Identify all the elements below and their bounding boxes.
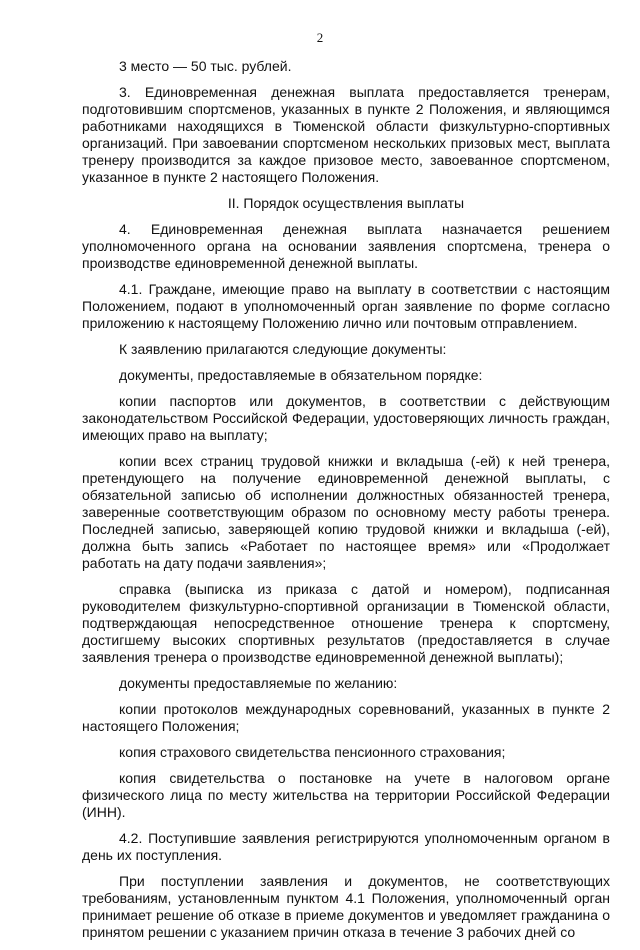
- paragraph-prize-third-place: 3 место — 50 тыс. рублей.: [119, 58, 292, 74]
- paragraph-certificate: справка (выписка из приказа с датой и номером), подписанная руководителем физкультурно-спортивной организации в Тюменской области, подтверждающая непосредственное отношение тренера к спортсмену, достигшему высоких спортивных результатов (предоставляется в случае заявления тренера о производстве единовременной денежной выплаты);: [82, 581, 610, 665]
- paragraph-employment-book-copies: копии всех страниц трудовой книжки и вкладыша (-ей) к ней тренера, претендующего на получение единовременной денежной выплаты, с обязательной записью об исполнении должностных обязанностей тренера, заверенные соответствующим образом по основному месту работы тренера. Последней записью, заверяющей копию трудовой книжки и вкладыша (-ей), должна быть запись «Работает по настоящее время» или «Продолжает работать на дату подачи заявления»;: [82, 453, 610, 571]
- paragraph-optional-documents: документы предоставляемые по желанию:: [119, 675, 398, 691]
- paragraph-tax-registration: копия свидетельства о постановке на учете в налоговом органе физического лица по месту жительства на территории Российской Федерации (ИНН).: [82, 770, 610, 820]
- paragraph-mandatory-documents: документы, предоставляемые в обязательном порядке:: [119, 367, 483, 383]
- paragraph-item-4-2: 4.2. Поступившие заявления регистрируются уполномоченным органом в день их поступления.: [82, 830, 610, 863]
- paragraph-refusal: При поступлении заявления и документов, не соответствующих требованиям, установленным пунктом 4.1 Положения, уполномоченный орган принимает решение об отказе в приеме документов и уведомляет гражданина о принятом решении с указанием причин отказа в течение 3 рабочих дней со: [82, 873, 610, 940]
- paragraph-passport-copies: копии паспортов или документов, в соответствии с действующим законодательством Российской Федерации, удостоверяющих личность граждан, имеющих право на выплату;: [82, 393, 610, 443]
- document-body: [82, 58, 610, 950]
- section-heading: II. Порядок осуществления выплаты: [227, 195, 465, 211]
- paragraph-documents-intro: К заявлению прилагаются следующие документы:: [119, 341, 447, 357]
- paragraph-pension-insurance: копия страхового свидетельства пенсионного страхования;: [119, 744, 506, 760]
- paragraph-protocol-copies: копии протоколов международных соревнований, указанных в пункте 2 настоящего Положения;: [82, 701, 610, 734]
- paragraph-item-4: 4. Единовременная денежная выплата назначается решением уполномоченного органа на основании заявления спортсмена, тренера о производстве единовременной денежной выплаты.: [82, 221, 610, 271]
- paragraph-item-4-1: 4.1. Граждане, имеющие право на выплату в соответствии с настоящим Положением, подают в уполномоченный орган заявление по форме согласно приложению к настоящему Положению лично или почтовым отправлением.: [82, 281, 610, 331]
- page-number: 2: [316, 30, 324, 45]
- paragraph-item-3: 3. Единовременная денежная выплата предоставляется тренерам, подготовившим спортсменов, указанных в пункте 2 Положения, и являющимся работниками находящихся в Тюменской области физкультурно-спортивных организаций. При завоевании спортсменом нескольких призовых мест, выплата тренеру производится за каждое призовое место, завоеванное спортсменом, указанное в пункте 2 настоящего Положения.: [82, 84, 610, 185]
